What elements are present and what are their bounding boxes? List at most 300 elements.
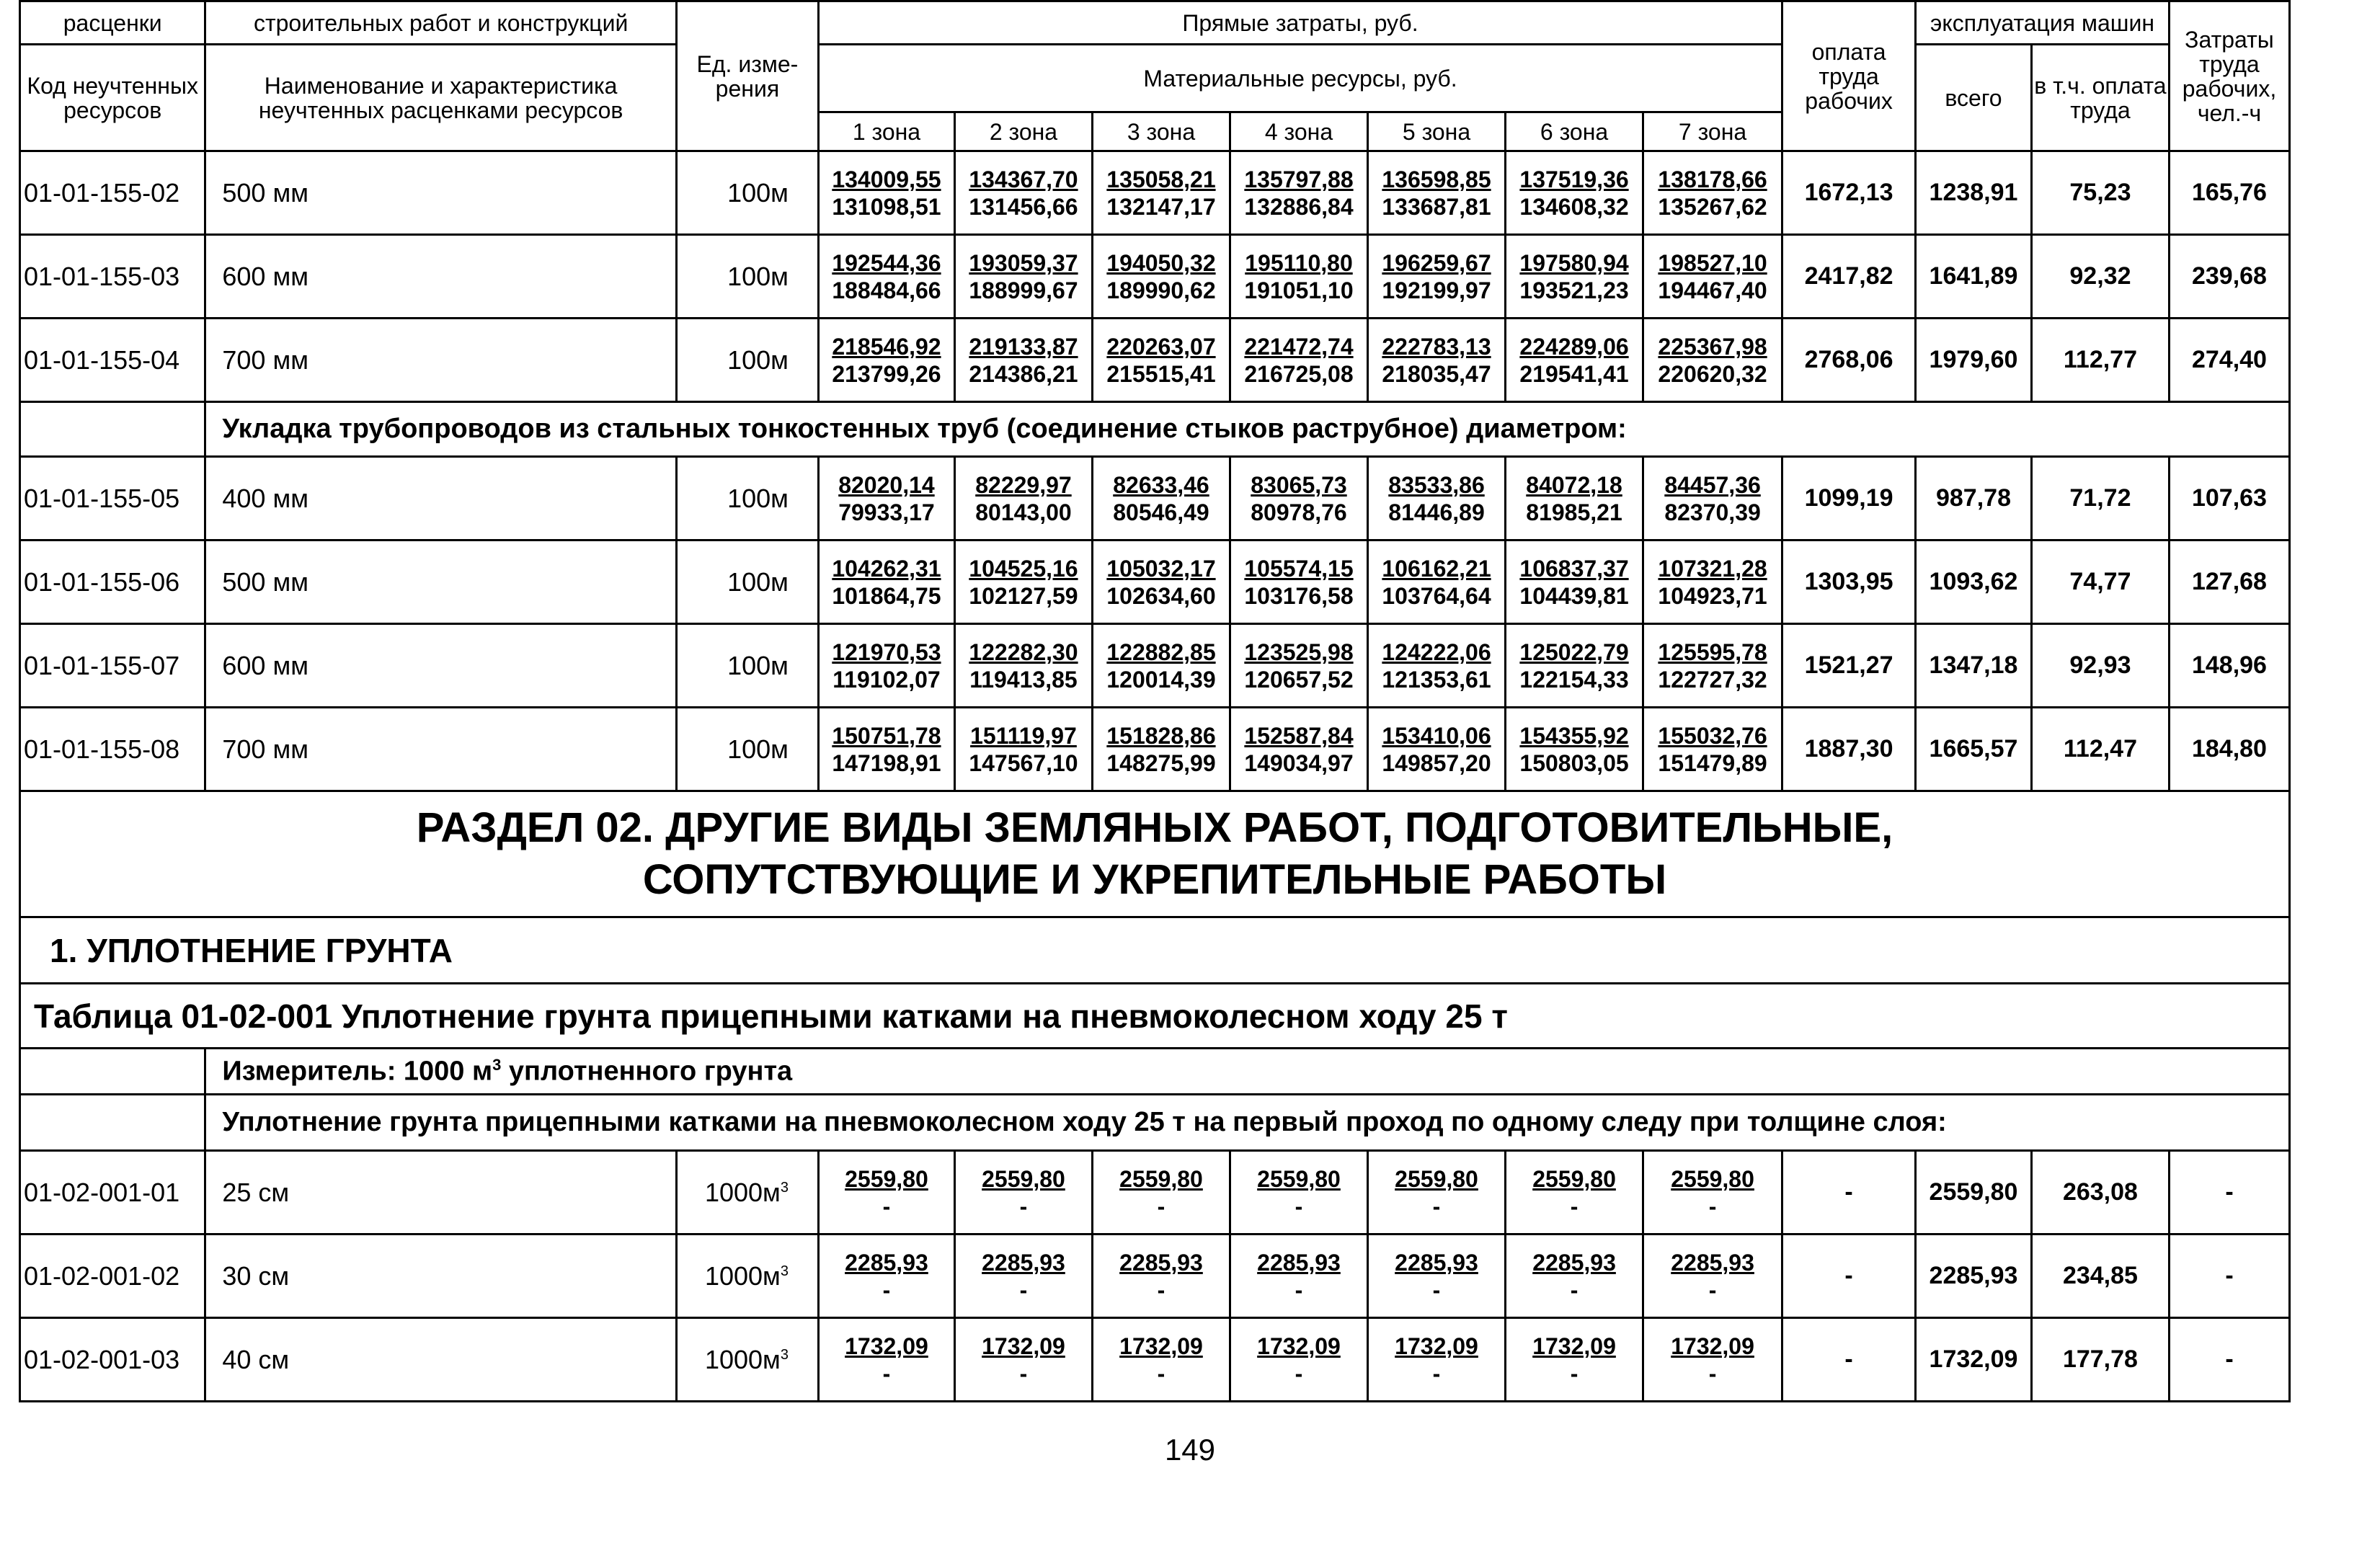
material-price: 216725,08 xyxy=(1244,360,1354,387)
row-name: 25 см xyxy=(205,1151,677,1235)
row-machine-total: 1732,09 xyxy=(1916,1318,2032,1402)
total-price: 150751,78 xyxy=(832,722,941,749)
header-code: Код неучтенных ресурсов xyxy=(20,45,205,151)
material-price: 131456,66 xyxy=(969,193,1078,220)
table-row xyxy=(20,1151,2290,1235)
zone-6-price xyxy=(1506,1318,1643,1402)
zone-7-price xyxy=(1643,235,1782,319)
total-price: 2559,80 xyxy=(1532,1165,1616,1192)
header-name: Наименование и характеристика неучтенных расценками ресурсов xyxy=(205,45,677,151)
material-price: 213799,26 xyxy=(832,360,941,387)
row-unit xyxy=(676,541,818,624)
row-name: 600 мм xyxy=(205,624,677,708)
row-labor: - xyxy=(2169,1235,2289,1318)
material-price: - xyxy=(1708,1276,1717,1303)
total-price: 135797,88 xyxy=(1244,166,1354,192)
total-price: 105574,15 xyxy=(1244,555,1354,582)
material-price: 82370,39 xyxy=(1664,499,1761,525)
chapter-row xyxy=(20,917,2290,984)
zone-7-header: 7 зона xyxy=(1643,112,1782,151)
zone-4-price xyxy=(1230,624,1367,708)
zone-1-price xyxy=(818,1318,954,1402)
total-price: 2559,80 xyxy=(1119,1165,1203,1192)
material-price: - xyxy=(1295,1276,1303,1303)
material-price: 120014,39 xyxy=(1106,666,1216,693)
measure-suffix: уплотненного грунта xyxy=(501,1056,793,1087)
total-price: 2285,93 xyxy=(982,1249,1065,1276)
row-name: 500 мм xyxy=(205,151,677,235)
total-price: 151119,97 xyxy=(970,722,1077,749)
row-machine-wage: 234,85 xyxy=(2031,1235,2169,1318)
total-price: 151828,86 xyxy=(1106,722,1216,749)
zone-1-price xyxy=(818,151,954,235)
total-price: 136598,85 xyxy=(1382,166,1491,192)
total-price: 1732,09 xyxy=(982,1333,1065,1359)
material-price: 119413,85 xyxy=(969,666,1078,693)
header-wage: оплата труда рабочих xyxy=(1782,1,1916,151)
header-row-2 xyxy=(20,45,2290,112)
table-row xyxy=(20,624,2290,708)
zone-5-price xyxy=(1368,1235,1506,1318)
material-price: 80143,00 xyxy=(975,499,1072,525)
row-wage: 1887,30 xyxy=(1782,708,1916,791)
zone-2-price xyxy=(954,541,1092,624)
total-price: 106162,21 xyxy=(1382,555,1491,582)
material-price: - xyxy=(1295,1360,1303,1387)
material-price: 79933,17 xyxy=(838,499,935,525)
total-price: 2559,80 xyxy=(1257,1165,1341,1192)
zone-1-price xyxy=(818,457,954,541)
zone-1-price xyxy=(818,1151,954,1235)
subheading-row xyxy=(20,1095,2290,1151)
row-machine-total: 1093,62 xyxy=(1916,541,2032,624)
total-price: 194050,32 xyxy=(1106,249,1216,276)
row-wage: - xyxy=(1782,1151,1916,1235)
table-row xyxy=(20,457,2290,541)
total-price: 82020,14 xyxy=(838,471,935,498)
section-row xyxy=(20,791,2290,917)
material-price: 135267,62 xyxy=(1658,193,1767,220)
material-price: 101864,75 xyxy=(832,582,941,609)
total-price: 107321,28 xyxy=(1658,555,1767,582)
total-price: 1732,09 xyxy=(1532,1333,1616,1359)
row-wage: 1521,27 xyxy=(1782,624,1916,708)
total-price: 155032,76 xyxy=(1658,722,1767,749)
row-unit-text: 1000м xyxy=(704,1177,781,1207)
material-price: 134608,32 xyxy=(1519,193,1629,220)
material-price: 191051,10 xyxy=(1244,277,1354,303)
material-price: 151479,89 xyxy=(1658,749,1767,776)
row-name: 700 мм xyxy=(205,319,677,402)
total-price: 121970,53 xyxy=(832,639,941,665)
zone-5-price xyxy=(1368,708,1506,791)
total-price: 1732,09 xyxy=(845,1333,928,1359)
table-row xyxy=(20,708,2290,791)
row-unit-text: 1000м xyxy=(704,1260,781,1291)
table-row xyxy=(20,235,2290,319)
total-price: 2285,93 xyxy=(1532,1249,1616,1276)
zone-4-header: 4 зона xyxy=(1230,112,1367,151)
zone-3-header: 3 зона xyxy=(1092,112,1230,151)
material-price: 192199,97 xyxy=(1382,277,1491,303)
total-price: 125022,79 xyxy=(1519,639,1629,665)
total-price: 152587,84 xyxy=(1244,722,1354,749)
material-price: 219541,41 xyxy=(1519,360,1629,387)
total-price: 192544,36 xyxy=(832,249,941,276)
row-unit-text: 100м xyxy=(727,566,789,597)
material-price: 81985,21 xyxy=(1526,499,1622,525)
material-price: - xyxy=(1708,1193,1717,1219)
row-labor: 184,80 xyxy=(2169,708,2289,791)
page-number: 149 xyxy=(1164,1433,1216,1467)
row-unit-sup: 3 xyxy=(780,1346,789,1363)
section-title xyxy=(20,791,2290,917)
zone-1-price xyxy=(818,319,954,402)
zone-1-price xyxy=(818,708,954,791)
row-unit-sup: 3 xyxy=(780,1263,789,1279)
subheading-row xyxy=(20,402,2290,457)
material-price: 188484,66 xyxy=(832,277,941,303)
row-machine-total: 2559,80 xyxy=(1916,1151,2032,1235)
zone-3-price xyxy=(1092,1318,1230,1402)
measure-sup: 3 xyxy=(492,1055,502,1074)
material-price: - xyxy=(1708,1360,1717,1387)
material-price: - xyxy=(1157,1360,1165,1387)
header-direct-costs: Прямые затраты, руб. xyxy=(818,1,1782,45)
total-price: 82229,97 xyxy=(975,471,1072,498)
row-unit xyxy=(676,151,818,235)
row-machine-wage: 112,47 xyxy=(2031,708,2169,791)
total-price: 198527,10 xyxy=(1658,249,1767,276)
zone-3-price xyxy=(1092,235,1230,319)
zone-2-header: 2 зона xyxy=(954,112,1092,151)
row-unit-text: 100м xyxy=(727,261,789,291)
header-row-1 xyxy=(20,1,2290,45)
zone-1-price xyxy=(818,1235,954,1318)
material-price: 103764,64 xyxy=(1382,582,1491,609)
total-price: 224289,06 xyxy=(1519,333,1629,360)
header-machine: эксплуатация машин xyxy=(1916,1,2170,45)
row-unit-text: 100м xyxy=(727,344,789,375)
zone-3-price xyxy=(1092,624,1230,708)
chapter-title: 1. УПЛОТНЕНИЕ ГРУНТА xyxy=(20,917,2290,984)
measure-text xyxy=(205,1049,2290,1095)
total-price: 135058,21 xyxy=(1106,166,1216,192)
material-price: - xyxy=(1157,1193,1165,1219)
row-machine-wage: 92,93 xyxy=(2031,624,2169,708)
zone-1-header: 1 зона xyxy=(818,112,954,151)
row-unit xyxy=(676,1318,818,1402)
total-price: 104525,16 xyxy=(969,555,1078,582)
total-price: 83065,73 xyxy=(1251,471,1347,498)
total-price: 82633,46 xyxy=(1113,471,1209,498)
zone-4-price xyxy=(1230,457,1367,541)
total-price: 1732,09 xyxy=(1395,1333,1478,1359)
zone-2-price xyxy=(954,457,1092,541)
header-works: строительных работ и конструкций xyxy=(205,1,677,45)
row-code: 01-02-001-01 xyxy=(20,1151,205,1235)
row-unit xyxy=(676,708,818,791)
material-price: 149034,97 xyxy=(1244,749,1354,776)
row-labor: 148,96 xyxy=(2169,624,2289,708)
zone-5-price xyxy=(1368,1318,1506,1402)
material-price: - xyxy=(1432,1360,1441,1387)
total-price: 134367,70 xyxy=(969,166,1078,192)
material-price: 121353,61 xyxy=(1382,666,1491,693)
zone-7-price xyxy=(1643,1318,1782,1402)
row-code: 01-01-155-07 xyxy=(20,624,205,708)
row-code: 01-01-155-02 xyxy=(20,151,205,235)
measure-row xyxy=(20,1049,2290,1095)
material-price: 215515,41 xyxy=(1106,360,1216,387)
total-price: 2559,80 xyxy=(1671,1165,1754,1192)
zone-5-price xyxy=(1368,1151,1506,1235)
zone-6-price xyxy=(1506,235,1643,319)
material-price: - xyxy=(1019,1360,1028,1387)
material-price: 214386,21 xyxy=(969,360,1078,387)
row-machine-total: 1347,18 xyxy=(1916,624,2032,708)
row-name: 400 мм xyxy=(205,457,677,541)
zone-7-price xyxy=(1643,457,1782,541)
zone-7-price xyxy=(1643,541,1782,624)
row-labor: 165,76 xyxy=(2169,151,2289,235)
row-machine-wage: 92,32 xyxy=(2031,235,2169,319)
zone-7-price xyxy=(1643,1151,1782,1235)
row-machine-wage: 177,78 xyxy=(2031,1318,2169,1402)
zone-2-price xyxy=(954,1235,1092,1318)
row-machine-wage: 112,77 xyxy=(2031,319,2169,402)
total-price: 218546,92 xyxy=(832,333,941,360)
row-name: 500 мм xyxy=(205,541,677,624)
row-unit-text: 100м xyxy=(727,483,789,513)
row-unit xyxy=(676,1235,818,1318)
total-price: 196259,67 xyxy=(1382,249,1491,276)
total-price: 104262,31 xyxy=(832,555,941,582)
zone-5-price xyxy=(1368,151,1506,235)
row-code: 01-01-155-06 xyxy=(20,541,205,624)
zone-3-price xyxy=(1092,319,1230,402)
total-price: 225367,98 xyxy=(1658,333,1767,360)
row-unit xyxy=(676,457,818,541)
row-machine-wage: 75,23 xyxy=(2031,151,2169,235)
zone-4-price xyxy=(1230,1235,1367,1318)
zone-4-price xyxy=(1230,708,1367,791)
header-unit: Ед. изме-рения xyxy=(676,1,818,151)
material-price: 188999,67 xyxy=(969,277,1078,303)
section-title-line-2: СОПУТСТВУЮЩИЕ И УКРЕПИТЕЛЬНЫЕ РАБОТЫ xyxy=(642,856,1667,903)
material-price: - xyxy=(1019,1276,1028,1303)
table-title-row xyxy=(20,984,2290,1049)
row-labor: 107,63 xyxy=(2169,457,2289,541)
total-price: 123525,98 xyxy=(1244,639,1354,665)
row-wage: - xyxy=(1782,1235,1916,1318)
row-unit xyxy=(676,235,818,319)
zone-5-price xyxy=(1368,541,1506,624)
zone-3-price xyxy=(1092,708,1230,791)
zone-3-price xyxy=(1092,151,1230,235)
row-name: 40 см xyxy=(205,1318,677,1402)
total-price: 84457,36 xyxy=(1664,471,1761,498)
zone-5-price xyxy=(1368,624,1506,708)
zone-7-price xyxy=(1643,151,1782,235)
row-name: 600 мм xyxy=(205,235,677,319)
total-price: 193059,37 xyxy=(969,249,1078,276)
zone-4-price xyxy=(1230,1318,1367,1402)
total-price: 84072,18 xyxy=(1526,471,1622,498)
row-labor: 274,40 xyxy=(2169,319,2289,402)
material-price: 189990,62 xyxy=(1106,277,1216,303)
total-price: 2559,80 xyxy=(845,1165,928,1192)
row-code: 01-02-001-02 xyxy=(20,1235,205,1318)
row-machine-total: 1238,91 xyxy=(1916,151,2032,235)
total-price: 2285,93 xyxy=(1395,1249,1478,1276)
material-price: 218035,47 xyxy=(1382,360,1491,387)
material-price: 133687,81 xyxy=(1382,193,1491,220)
zone-5-header: 5 зона xyxy=(1368,112,1506,151)
header-machine-wage: в т.ч. оплата труда xyxy=(2031,45,2169,151)
material-price: 122154,33 xyxy=(1519,666,1629,693)
row-unit xyxy=(676,624,818,708)
total-price: 222783,13 xyxy=(1382,333,1491,360)
material-price: 147198,91 xyxy=(832,749,941,776)
header-labor: Затраты труда рабочих, чел.-ч xyxy=(2169,1,2289,151)
row-wage: 2417,82 xyxy=(1782,235,1916,319)
row-machine-total: 2285,93 xyxy=(1916,1235,2032,1318)
header-rate-code: расценки xyxy=(20,1,205,45)
zone-3-price xyxy=(1092,541,1230,624)
material-price: 122727,32 xyxy=(1658,666,1767,693)
row-wage: 1099,19 xyxy=(1782,457,1916,541)
row-unit-text: 100м xyxy=(727,177,789,208)
material-price: 131098,51 xyxy=(832,193,941,220)
material-price: 102127,59 xyxy=(969,582,1078,609)
row-code: 01-02-001-03 xyxy=(20,1318,205,1402)
material-price: - xyxy=(1019,1193,1028,1219)
total-price: 197580,94 xyxy=(1519,249,1629,276)
row-unit-text: 1000м xyxy=(704,1344,781,1374)
zone-7-price xyxy=(1643,1235,1782,1318)
zone-1-price xyxy=(818,235,954,319)
row-labor: 239,68 xyxy=(2169,235,2289,319)
material-price: 193521,23 xyxy=(1519,277,1629,303)
total-price: 106837,37 xyxy=(1519,555,1629,582)
row-unit-text: 100м xyxy=(727,734,789,764)
row-name: 30 см xyxy=(205,1235,677,1318)
zone-7-price xyxy=(1643,708,1782,791)
row-unit xyxy=(676,319,818,402)
row-labor: 127,68 xyxy=(2169,541,2289,624)
total-price: 124222,06 xyxy=(1382,639,1491,665)
zone-2-price xyxy=(954,151,1092,235)
total-price: 122882,85 xyxy=(1106,639,1216,665)
material-price: 120657,52 xyxy=(1244,666,1354,693)
table-row xyxy=(20,1235,2290,1318)
total-price: 195110,80 xyxy=(1245,249,1353,276)
zone-4-price xyxy=(1230,319,1367,402)
header-machine-total: всего xyxy=(1916,45,2032,151)
total-price: 2559,80 xyxy=(982,1165,1065,1192)
total-price: 134009,55 xyxy=(832,166,941,192)
row-labor: - xyxy=(2169,1318,2289,1402)
zone-3-price xyxy=(1092,1151,1230,1235)
zone-2-price xyxy=(954,624,1092,708)
row-name: 700 мм xyxy=(205,708,677,791)
row-unit-text: 100м xyxy=(727,650,789,680)
zone-3-price xyxy=(1092,1235,1230,1318)
zone-2-price xyxy=(954,1151,1092,1235)
zone-5-price xyxy=(1368,235,1506,319)
row-wage: 2768,06 xyxy=(1782,319,1916,402)
row-code: 01-01-155-03 xyxy=(20,235,205,319)
material-price: 104923,71 xyxy=(1658,582,1767,609)
material-price: 220620,32 xyxy=(1658,360,1767,387)
total-price: 2285,93 xyxy=(1257,1249,1341,1276)
material-price: 194467,40 xyxy=(1658,277,1767,303)
material-price: - xyxy=(1570,1193,1578,1219)
material-price: - xyxy=(882,1193,891,1219)
subheading-compaction: Уплотнение грунта прицепными катками на пневмоколесном ходу 25 т на первый проход по одному следу при толщине слоя: xyxy=(205,1095,2290,1151)
total-price: 221472,74 xyxy=(1244,333,1354,360)
zone-6-price xyxy=(1506,457,1643,541)
zone-6-price xyxy=(1506,151,1643,235)
zone-4-price xyxy=(1230,151,1367,235)
material-price: - xyxy=(1432,1276,1441,1303)
price-table xyxy=(19,0,2291,1402)
zone-4-price xyxy=(1230,235,1367,319)
zone-6-price xyxy=(1506,541,1643,624)
zone-4-price xyxy=(1230,541,1367,624)
zone-5-price xyxy=(1368,457,1506,541)
material-price: 150803,05 xyxy=(1519,749,1629,776)
zone-2-price xyxy=(954,708,1092,791)
zone-6-header: 6 зона xyxy=(1506,112,1643,151)
material-price: 147567,10 xyxy=(969,749,1078,776)
table-row xyxy=(20,541,2290,624)
total-price: 2559,80 xyxy=(1395,1165,1478,1192)
material-price: 102634,60 xyxy=(1106,582,1216,609)
total-price: 137519,36 xyxy=(1519,166,1629,192)
total-price: 153410,06 xyxy=(1382,722,1491,749)
zone-5-price xyxy=(1368,319,1506,402)
material-price: - xyxy=(1157,1276,1165,1303)
zone-1-price xyxy=(818,541,954,624)
table-row xyxy=(20,319,2290,402)
table-row xyxy=(20,151,2290,235)
zone-6-price xyxy=(1506,708,1643,791)
row-wage: 1672,13 xyxy=(1782,151,1916,235)
row-machine-total: 1979,60 xyxy=(1916,319,2032,402)
row-machine-wage: 71,72 xyxy=(2031,457,2169,541)
material-price: 103176,58 xyxy=(1244,582,1354,609)
material-price: - xyxy=(882,1360,891,1387)
material-price: 80546,49 xyxy=(1113,499,1209,525)
measure-prefix: Измеритель: 1000 м xyxy=(222,1056,493,1087)
zone-6-price xyxy=(1506,624,1643,708)
total-price: 83533,86 xyxy=(1388,471,1485,498)
total-price: 122282,30 xyxy=(969,639,1078,665)
zone-1-price xyxy=(818,624,954,708)
table-title: Таблица 01-02-001 Уплотнение грунта прицепными катками на пневмоколесном ходу 25 т xyxy=(20,984,2290,1049)
total-price: 2285,93 xyxy=(1671,1249,1754,1276)
material-price: 132147,17 xyxy=(1106,193,1216,220)
zone-6-price xyxy=(1506,1235,1643,1318)
row-labor: - xyxy=(2169,1151,2289,1235)
material-price: 149857,20 xyxy=(1382,749,1491,776)
zone-7-price xyxy=(1643,319,1782,402)
zone-2-price xyxy=(954,1318,1092,1402)
row-machine-total: 1641,89 xyxy=(1916,235,2032,319)
total-price: 219133,87 xyxy=(969,333,1078,360)
